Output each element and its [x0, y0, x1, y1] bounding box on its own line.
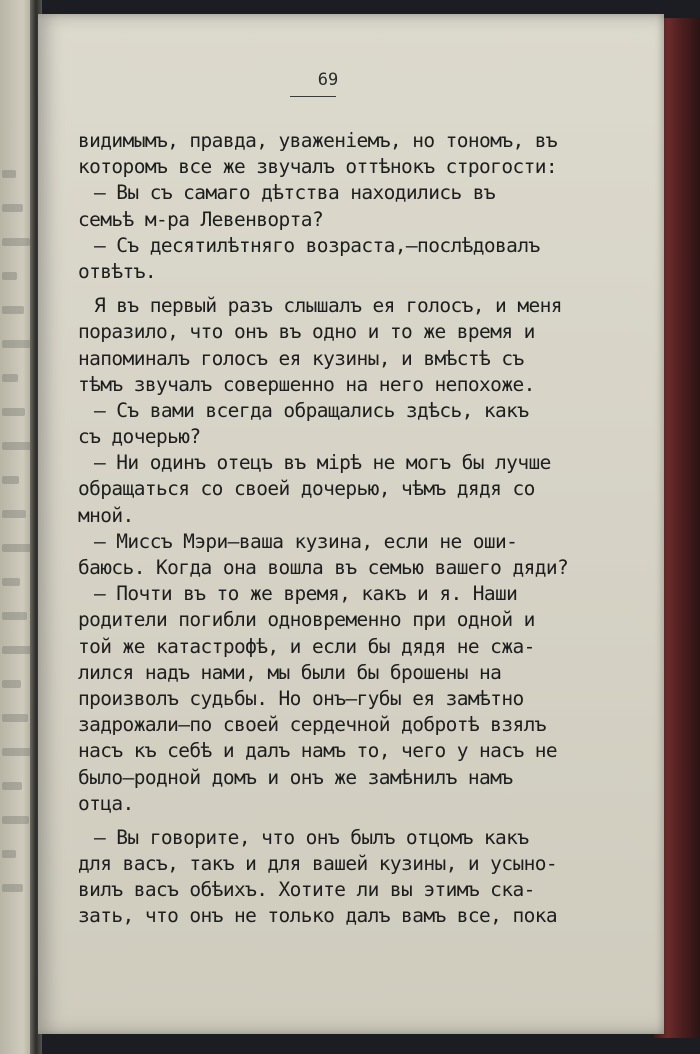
text-line: было—родной домъ и онъ же замѣнилъ намъ: [78, 765, 513, 789]
text-line: съ дочерью?: [78, 425, 201, 449]
text-line: напоминалъ голосъ ея кузины, и вмѣстѣ съ: [78, 346, 524, 370]
text-line: баюсь. Когда она вошла въ семью вашего дяди?: [78, 556, 569, 579]
text-line: произволъ судьбы. Но онъ—губы ея замѣтно: [78, 686, 524, 710]
facing-page-text-fragment: [2, 850, 16, 858]
facing-page-text-fragment: [2, 306, 24, 314]
text-line: лился надъ нами, мы были бы брошены на: [78, 660, 502, 684]
facing-page-text-fragment: [2, 816, 29, 824]
text-line: мной.: [78, 503, 134, 527]
facing-page-text-fragment: [2, 510, 26, 518]
text-line: — Миссъ Мэри—ваша кузина, если не оши-: [94, 529, 518, 553]
book-page: [38, 14, 664, 1034]
text-line: которомъ все же звучалъ оттѣнокъ строгости:: [78, 155, 558, 179]
facing-page-text-fragment: [2, 170, 16, 178]
text-line: — Съ десятилѣтняго возраста,—послѣдовалъ: [94, 233, 540, 257]
text-line: Я въ первый разъ слышалъ ея голосъ, и меня: [94, 294, 562, 318]
facing-page-text-fragment: [2, 204, 23, 212]
facing-page-text-fragment: [2, 408, 25, 416]
facing-page-text-fragment: [2, 578, 20, 586]
facing-page-text-fragment: [2, 238, 30, 246]
text-line: — Съ вами всегда обращались здѣсь, какъ: [94, 398, 529, 422]
text-line: вилъ васъ обѣихъ. Хотите ли вы этимъ ска-: [78, 878, 535, 902]
facing-page-text-fragment: [2, 272, 17, 280]
facing-page-text-fragment: [2, 612, 27, 620]
facing-page-text-fragment: [2, 714, 28, 722]
text-line: задрожали—по своей сердечной добротѣ взялъ: [78, 713, 546, 737]
text-line: отвѣтъ.: [78, 259, 156, 283]
text-line: отца.: [78, 791, 134, 815]
text-line: видимымъ, правда, уваженіемъ, но тономъ, въ: [78, 129, 558, 152]
facing-page-text-fragment: [2, 476, 19, 484]
text-line: — Ни одинъ отецъ въ мірѣ не могъ бы лучше: [94, 451, 551, 475]
text-line: родители погибли одновременно при одной и: [78, 608, 535, 632]
text-line: той же катастрофѣ, и если бы дядя не сжа-: [78, 634, 535, 658]
text-line: для васъ, такъ и для вашей кузины, и усыно-: [78, 852, 558, 876]
facing-page-text-fragment: [2, 884, 23, 892]
facing-page-text-fragment: [2, 782, 22, 790]
text-line: — Почти въ то же время, какъ и я. Наши: [94, 582, 518, 606]
body-text: [78, 128, 598, 930]
facing-page-text-fragment: [2, 680, 21, 688]
page-number-rule: [290, 96, 336, 97]
facing-page-text-fragment: [2, 340, 31, 348]
text-line: — Вы говорите, что онъ былъ отцомъ какъ: [94, 825, 529, 849]
text-line: семьѣ м-ра Левенворта?: [78, 207, 324, 231]
text-line: обращаться со своей дочерью, чѣмъ дядя со: [78, 477, 535, 501]
facing-page-text-fragment: [2, 544, 33, 552]
text-line: — Вы съ самаго дѣтства находились въ: [94, 181, 496, 205]
text-line: тѣмъ звучалъ совершенно на него непохоже.: [78, 372, 535, 396]
page-number: 69: [317, 70, 339, 90]
text-line: насъ къ себѣ и далъ намъ то, чего у насъ не: [78, 739, 558, 763]
text-line: зать, что онъ не только далъ вамъ все, пока: [78, 904, 558, 928]
facing-page-text-fragment: [2, 442, 32, 450]
facing-page-text-fragment: [2, 374, 18, 382]
text-line: поразило, что онъ въ одно и то же время и: [78, 320, 535, 344]
